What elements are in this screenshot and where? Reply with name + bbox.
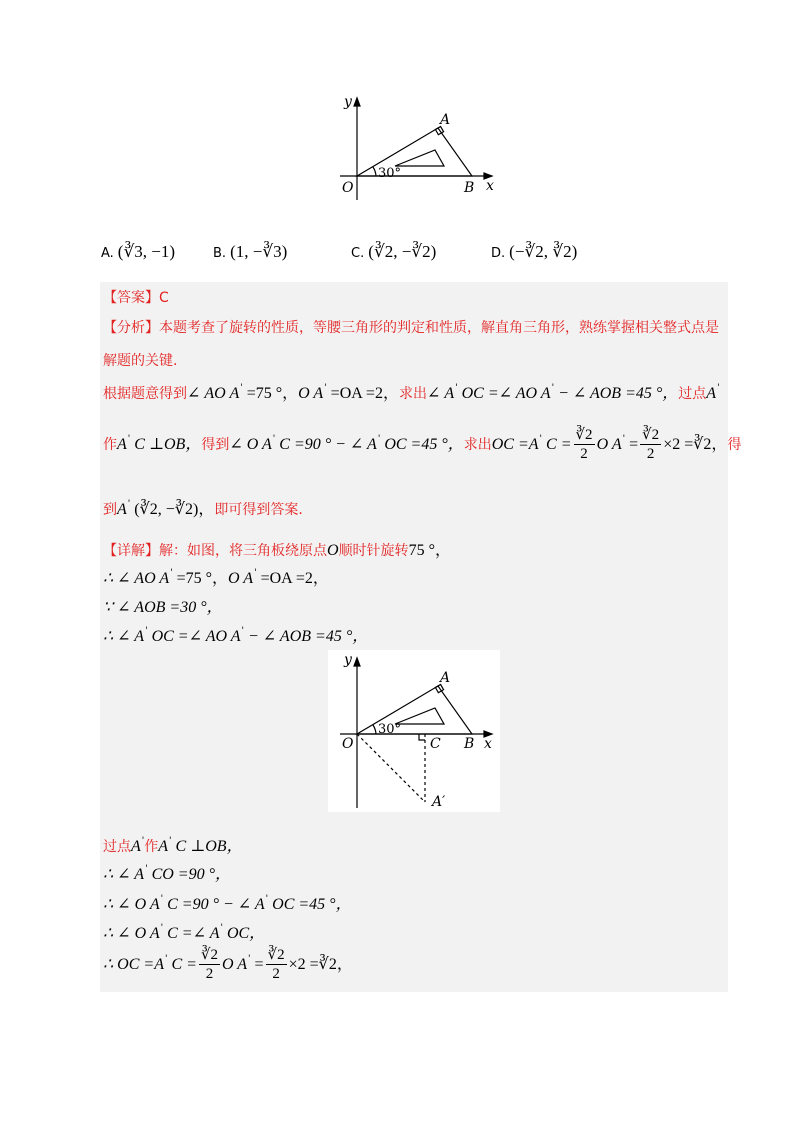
detail-line-4: [103, 623, 368, 646]
fraction-denominator: 2: [580, 446, 588, 462]
option-c[interactable]: [351, 242, 436, 262]
detail-7b: C =90 ° − ∠ A: [163, 896, 265, 913]
analysis-4a: 作: [103, 437, 117, 453]
fraction-denominator: 2: [205, 966, 214, 982]
detail-6a: ∴ ∠ A: [103, 866, 145, 883]
analysis-4m: ×2 =∛2，: [663, 436, 728, 453]
inner-triangle: [395, 708, 444, 724]
answer-options: [101, 242, 721, 266]
analysis-line-4: [103, 428, 741, 462]
analysis-line-5: [103, 496, 303, 519]
detail-2: ∴ ∠ AO A: [103, 570, 170, 587]
detail-line-3: [103, 594, 223, 617]
fraction-denominator: 2: [646, 446, 655, 462]
detail-5d: A: [158, 838, 169, 855]
prime-mark: ': [145, 626, 148, 636]
detail-line-6: [103, 861, 231, 884]
x-axis-label: x: [486, 178, 494, 194]
detail-line-1: [103, 537, 451, 560]
fraction: [266, 948, 287, 982]
analysis-4d: 得到: [201, 437, 230, 453]
analysis-3k: A: [706, 385, 717, 402]
analysis-3g: ∠ A: [426, 385, 455, 402]
point-a-label: A: [440, 670, 451, 686]
answer-tag: 【答案】: [103, 290, 159, 306]
detail-5c: 作: [144, 839, 159, 855]
analysis-3j: 过点: [678, 386, 707, 402]
analysis-3a: 根据题意得到: [103, 386, 187, 402]
option-b[interactable]: [213, 242, 287, 262]
option-d-label: D.: [491, 246, 506, 261]
detail-6b: CO =90 °，: [147, 866, 231, 883]
prime-mark: ': [170, 568, 173, 578]
detail-8b: C =∠ A: [163, 925, 220, 942]
detail-5e: C ⊥OB，: [171, 838, 243, 855]
y-axis-label: y: [344, 94, 352, 110]
detail-4b: OC =∠ AO A: [147, 628, 241, 645]
analysis-3i: − ∠ AOB =45 °，: [554, 385, 679, 402]
detail-7c: OC =45 °，: [268, 896, 352, 913]
detail-9b: C =: [167, 956, 197, 973]
prime-mark: ': [160, 894, 164, 904]
analysis-5d: 即可得到答案.: [214, 502, 303, 518]
analysis-3c: =75 °，: [242, 385, 299, 402]
option-a-label: A.: [101, 246, 114, 261]
analysis-text-2: 解题的关键.: [103, 353, 178, 369]
analysis-4g: OC =45 °，: [380, 436, 464, 453]
detail-5b: A: [131, 838, 141, 855]
detail-2c: O A: [228, 570, 254, 587]
angle-label: 30°: [378, 722, 402, 737]
analysis-3h: OC =∠ AO A: [457, 385, 551, 402]
analysis-4k: O A: [596, 436, 622, 453]
answer-line: [103, 287, 169, 307]
fraction-numerator: ∛2: [200, 947, 218, 963]
point-a-label: A: [440, 112, 451, 128]
figure-rotation: [328, 650, 500, 812]
option-a-value: (∛3, −1): [117, 242, 176, 261]
y-axis-arrow: [354, 98, 360, 106]
analysis-4l: =: [625, 436, 639, 453]
detail-4c: − ∠ AOB =45 °，: [244, 628, 369, 645]
prime-mark: ': [164, 954, 168, 964]
prime-mark: ': [455, 383, 458, 393]
fraction-numerator: ∛2: [642, 427, 660, 443]
fraction-denominator: 2: [272, 966, 280, 982]
prime-mark: ': [265, 894, 269, 904]
detail-8c: OC，: [222, 925, 266, 942]
analysis-tag: 【分析】: [103, 320, 159, 336]
fraction-numerator: ∛2: [575, 427, 593, 443]
detail-line-5: [103, 833, 243, 856]
prime-mark: ': [145, 864, 148, 874]
angle-arc: [373, 725, 376, 734]
analysis-4f: C =90 ° − ∠ A: [275, 436, 377, 453]
analysis-3b: ∠ AO A: [187, 385, 240, 402]
analysis-4j: C =: [542, 436, 572, 453]
analysis-text-1: 本题考查了旋转的性质，等腰三角形的判定和性质，解直角三角形，熟练掌握相关整式点是: [159, 320, 719, 336]
prime-mark: ': [248, 954, 251, 964]
detail-8a: ∴ ∠ O A: [103, 925, 160, 942]
y-axis-label: y: [344, 652, 352, 668]
right-angle-mark-c: [419, 734, 425, 740]
dashed-oa-prime: [357, 734, 425, 802]
detail-1d: 75 °，: [408, 542, 451, 559]
figure-triangle-axes: [320, 90, 500, 200]
fraction-numerator: ∛2: [267, 947, 285, 963]
option-d-value: (−∛2, ∛2): [509, 242, 578, 261]
analysis-line-2: [103, 350, 177, 370]
analysis-3d: O A: [298, 385, 324, 402]
prime-mark: ': [717, 383, 720, 393]
detail-1b: O: [327, 542, 339, 559]
detail-line-2: [103, 565, 329, 588]
prime-mark: ': [241, 626, 244, 636]
fraction: [640, 428, 661, 462]
option-a[interactable]: [101, 242, 175, 262]
analysis-4c: C ⊥OB，: [130, 436, 202, 453]
detail-4a: ∴ ∠ A: [103, 628, 145, 645]
detail-1c: 顺时针旋转: [338, 543, 409, 559]
option-c-label: C.: [351, 246, 365, 261]
origin-label: O: [342, 736, 354, 752]
analysis-4b: A: [117, 436, 127, 453]
prime-mark: ': [141, 836, 145, 846]
detail-9c: O A: [222, 956, 248, 973]
detail-7a: ∴ ∠ O A: [103, 896, 160, 913]
point-c-label: C: [430, 736, 441, 752]
prime-mark: ': [220, 923, 223, 933]
detail-3: ∵ ∠ AOB =30 °，: [103, 599, 223, 616]
analysis-3f: 求出: [398, 386, 427, 402]
prime-mark: ': [127, 434, 131, 444]
detail-1a: 解：如图，将三角板绕原点: [159, 543, 327, 559]
prime-mark: ': [539, 434, 543, 444]
fraction: [574, 428, 595, 462]
detail-9a: ∴ OC =A: [103, 956, 164, 973]
detail-line-8: [103, 920, 265, 943]
prime-mark: ': [551, 383, 555, 393]
angle-arc: [373, 167, 376, 176]
point-b-label: B: [464, 180, 475, 196]
analysis-5c: (∛2, −∛2)，: [130, 501, 215, 518]
detail-line-9: [103, 948, 353, 982]
fraction: [199, 948, 220, 982]
option-b-label: B.: [213, 246, 227, 261]
analysis-4h: 求出: [463, 437, 492, 453]
inner-triangle: [395, 150, 444, 166]
detail-9d: =: [250, 956, 264, 973]
prime-mark: ': [377, 434, 381, 444]
prime-mark: ': [127, 499, 131, 509]
detail-9e: ×2 =∛2，: [288, 956, 353, 973]
prime-mark: ': [240, 383, 243, 393]
prime-mark: ': [272, 434, 276, 444]
answer-value: C: [159, 290, 169, 306]
option-d[interactable]: [491, 242, 577, 262]
point-a-prime-label: A′: [432, 794, 446, 810]
origin-label: O: [342, 180, 354, 196]
analysis-3e: =OA =2，: [326, 385, 399, 402]
option-b-value: (1, −∛3): [230, 242, 288, 261]
prime-mark: ': [324, 383, 327, 393]
analysis-line-3: [103, 380, 720, 403]
point-b-label: B: [464, 736, 475, 752]
analysis-5b: A: [117, 501, 127, 518]
detail-line-7: [103, 891, 352, 914]
detail-2b: =75 °，: [172, 570, 229, 587]
x-axis-label: x: [484, 736, 492, 752]
detail-5a: 过点: [103, 839, 131, 855]
analysis-line-1: [103, 317, 719, 337]
analysis-5a: 到: [103, 502, 117, 518]
analysis-4i: OC =A: [491, 436, 539, 453]
option-c-value: (∛2, −∛2): [368, 242, 437, 261]
analysis-4n: 得: [727, 437, 742, 453]
detail-2d: =OA =2，: [256, 570, 329, 587]
prime-mark: ': [169, 836, 172, 846]
y-axis-arrow: [354, 658, 360, 666]
detail-tag: 【详解】: [103, 543, 159, 559]
analysis-4e: ∠ O A: [229, 436, 272, 453]
prime-mark: ': [160, 923, 164, 933]
angle-label: 30°: [378, 166, 402, 181]
prime-mark: ': [622, 434, 626, 444]
prime-mark: ': [254, 568, 257, 578]
